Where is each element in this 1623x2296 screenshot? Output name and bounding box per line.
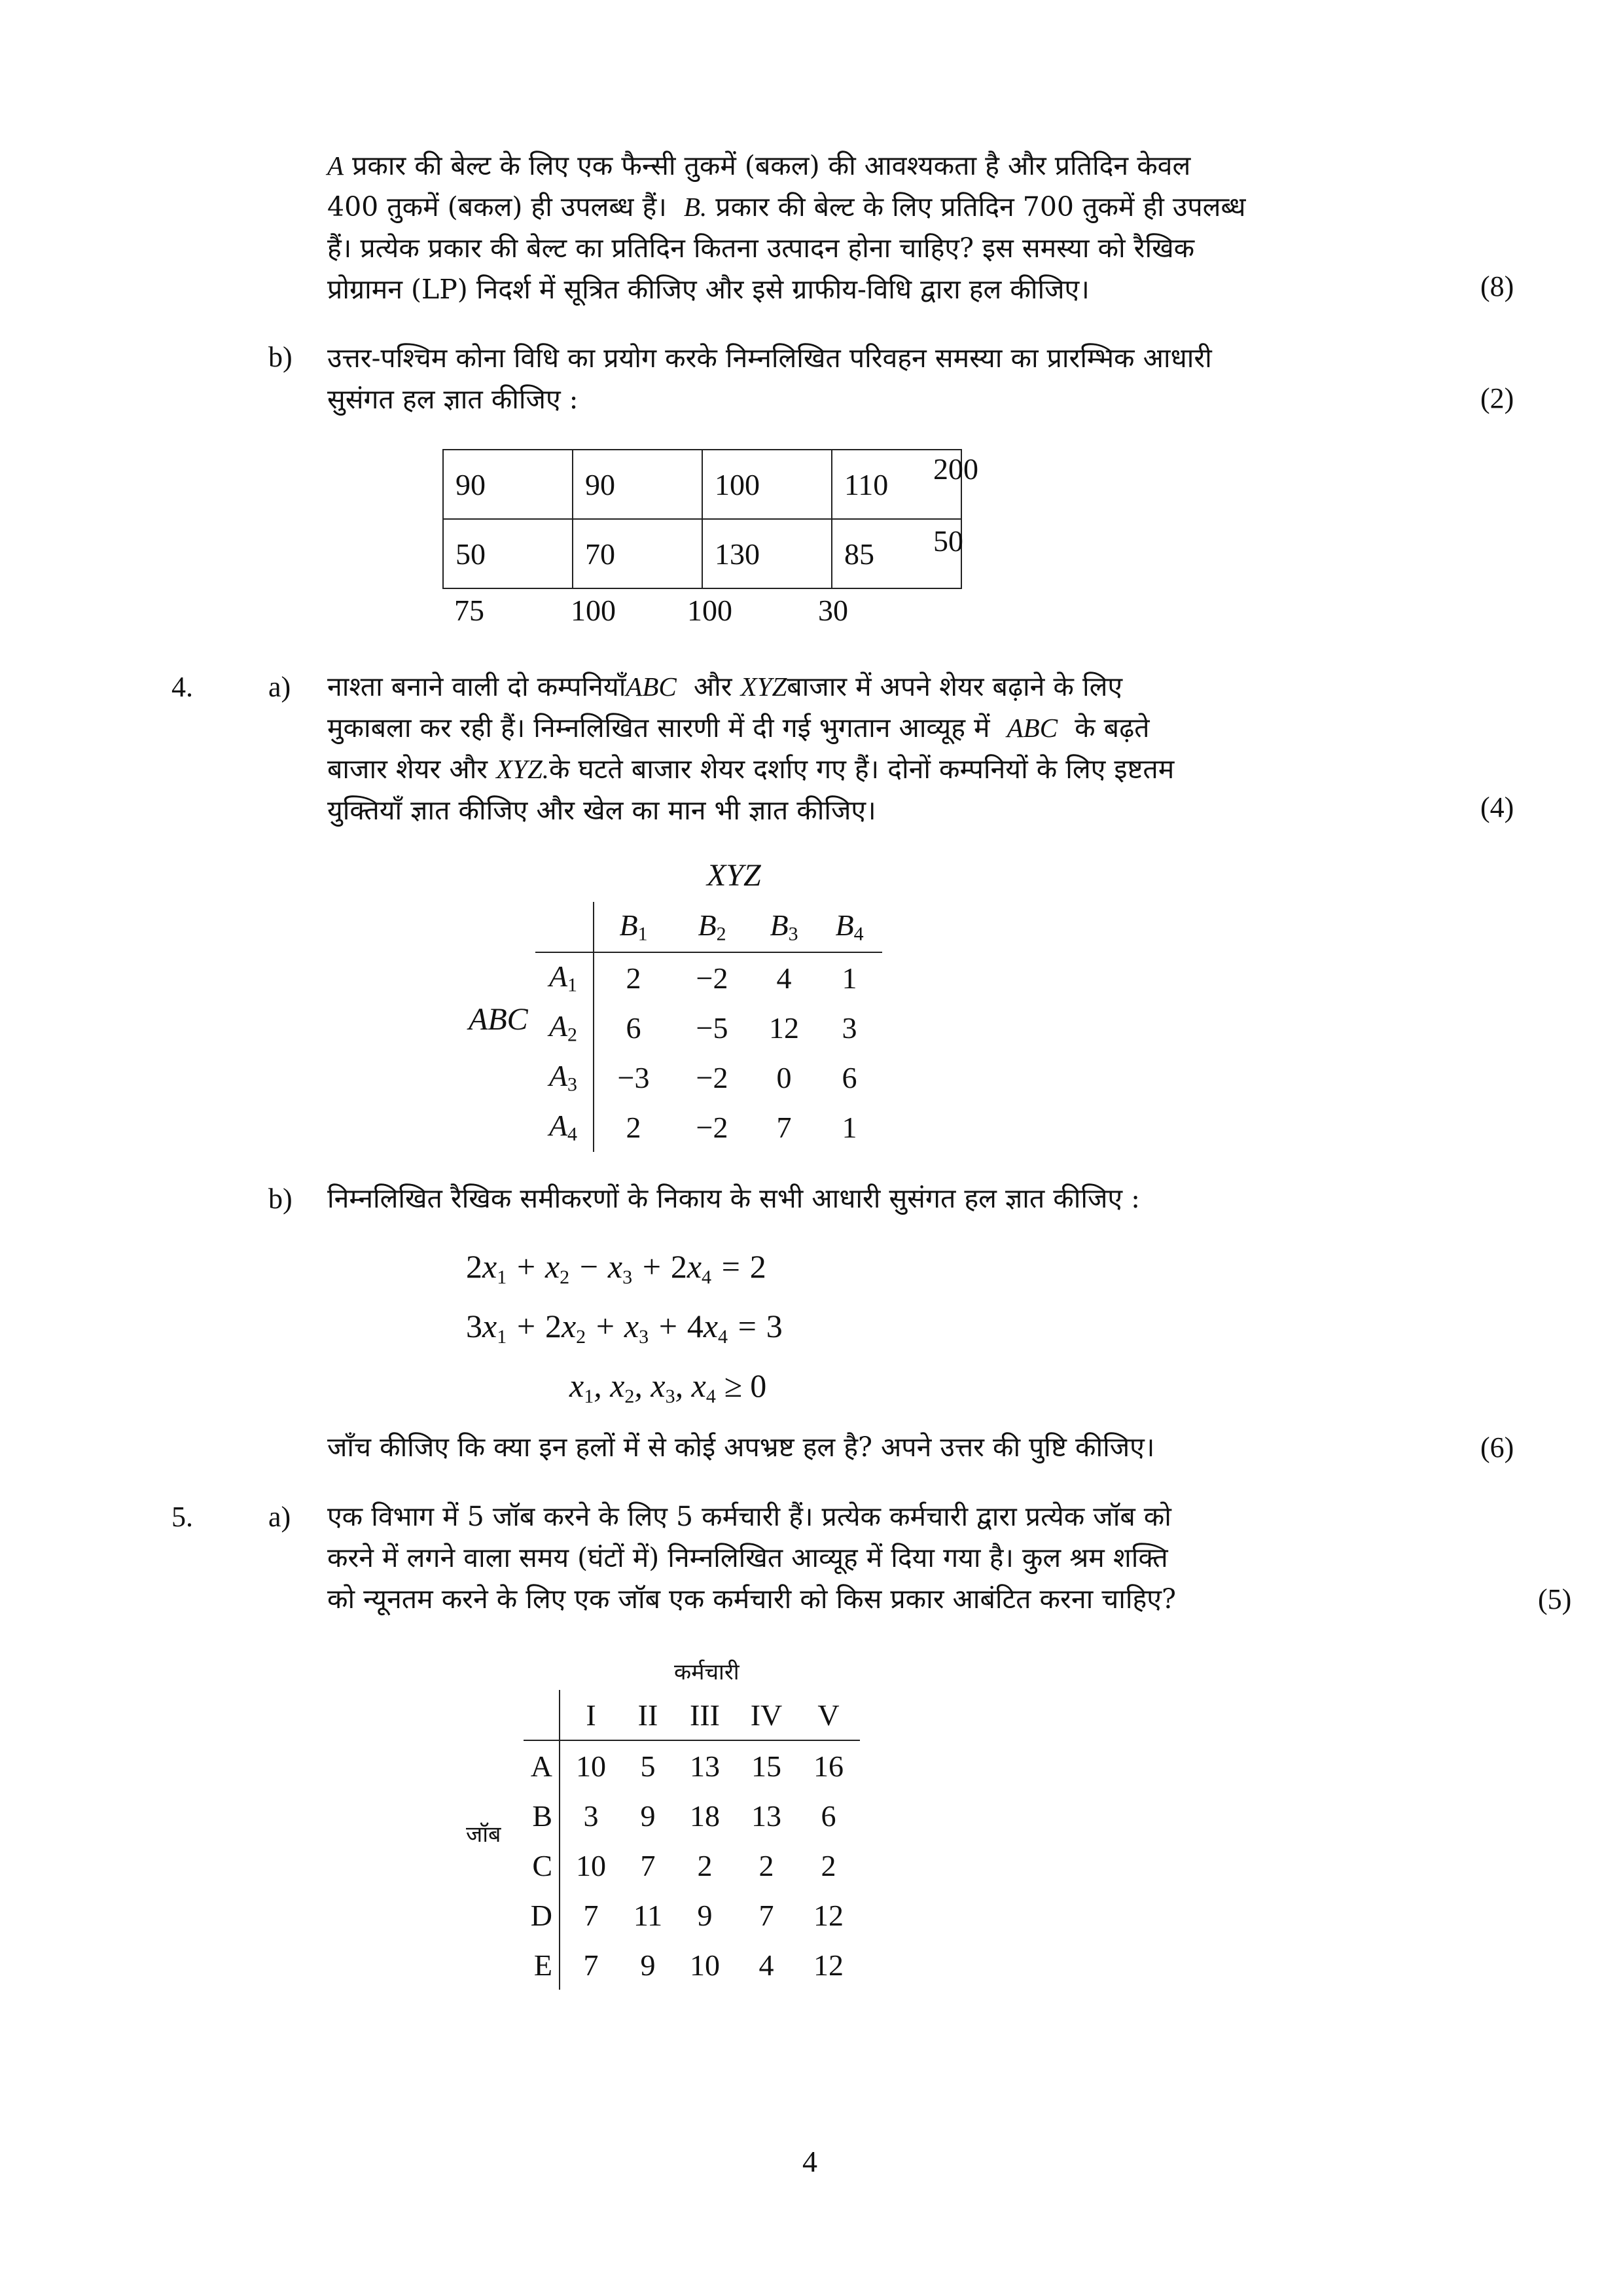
payoff-cell: 0 <box>776 1060 792 1094</box>
assignment-grid <box>524 1690 860 1990</box>
time-cell: 7 <box>583 1898 599 1932</box>
q4b-check-text: जाँच कीजिए कि क्या इन हलों में से कोई अपभ्रष्ट हल है? अपने उत्तर की पुष्टि कीजिए। <box>327 1431 1155 1463</box>
q3b-text: उत्तर-पश्चिम कोना विधि का प्रयोग करके निम्नलिखित परिवहन समस्या का प्रारम्भिक आधारी सुसंगत हल ज्ञात कीजिए : <box>327 342 1212 415</box>
q3b-marks: (2) <box>1480 382 1514 414</box>
col-header: $B_2$ <box>698 908 726 945</box>
var-a: A <box>327 151 344 181</box>
row-header: A <box>524 1740 560 1791</box>
time-cell: 13 <box>690 1749 720 1783</box>
q4a-text: नाश्ता बनाने वाली दो कम्पनियाँABC और XYZबाजार में अपने शेयर बढ़ाने के लिए मुकाबला कर रही हैं। निम्नलिखित सारणी में दी गई भुगतान आव्यूह में ABC के बढ़ते बाजार शेयर और XYZ.के घटते बाजार शेयर दर्शाए गए हैं। दोनों कम्पनियों के लिए इष्टतम युक्तियाँ ज्ञात कीजिए और खेल का मान भी ज्ञात कीजिए। <box>327 671 1175 826</box>
q4-number: 4. <box>171 671 193 703</box>
equation-2: 3x1 + 2x2 + x3 + 4x4 = 3 <box>466 1308 783 1348</box>
demand-value: 75 <box>454 594 484 627</box>
table-row <box>524 1890 860 1940</box>
transport-table <box>442 449 962 589</box>
company-xyz: XYZ <box>740 672 787 702</box>
q3b-label: b) <box>268 341 293 373</box>
row-header: D <box>524 1890 560 1940</box>
q5a-text: एक विभाग में 5 जॉब करने के लिए 5 कर्मचारी हैं। प्रत्येक कर्मचारी द्वारा प्रत्येक जॉब को करने में लगने वाला समय (घंटों में) निम्नलिखित आव्यूह में दिया गया है। कुल श्रम शक्ति को न्यूनतम करने के लिए एक जॉब एक कर्मचारी को किस प्रकार आबंटित करना चाहिए? <box>327 1501 1176 1615</box>
cost-cell: 90 <box>573 450 702 519</box>
payoff-cell: −2 <box>696 1110 728 1144</box>
cost-cell: 130 <box>702 519 832 588</box>
cost-cell: 70 <box>573 519 702 588</box>
row-header: $A_4$ <box>535 1102 594 1152</box>
payoff-grid <box>535 902 882 1152</box>
cost-cell: 85 <box>832 519 961 588</box>
time-cell: 12 <box>813 1898 844 1932</box>
assignment-row-title: जॉब <box>466 1821 501 1848</box>
time-cell: 10 <box>576 1848 606 1882</box>
cost-cell: 90 <box>443 450 573 519</box>
time-cell: 7 <box>583 1948 599 1982</box>
q3a-text: A प्रकार की बेल्ट के लिए एक फैन्सी तुकमें (बकल) की आवश्यकता है और प्रतिदिन केवल 400 तुकमें (बकल) ही उपलब्ध हैं। B. प्रकार की बेल्ट के लिए प्रतिदिन 700 तुकमें ही उपलब्ध हैं। प्रत्येक प्रकार की बेल्ट का प्रतिदिन कितना उत्पादन होना चाहिए? इस समस्या को रैखिक प्रोग्रामन (LP) निदर्श में सूत्रित कीजिए और इसे ग्राफीय-विधि द्वारा हल कीजिए। <box>327 150 1246 305</box>
q5a-label: a) <box>268 1501 291 1533</box>
payoff-cell: 1 <box>842 961 857 995</box>
col-header: IV <box>750 1698 783 1732</box>
demand-value: 30 <box>818 594 848 627</box>
equation-system <box>466 1242 783 1421</box>
row-header: $A_3$ <box>535 1052 594 1102</box>
demand-value: 100 <box>687 594 732 627</box>
page-number: 4 <box>802 2145 817 2178</box>
supply-value: 50 <box>933 524 963 558</box>
time-cell: 2 <box>697 1848 713 1882</box>
payoff-cell: 12 <box>769 1011 799 1045</box>
table-row <box>524 1791 860 1840</box>
equation-1: 2x1 + x2 − x3 + 2x4 = 2 <box>466 1248 766 1288</box>
time-cell: 9 <box>640 1948 656 1982</box>
time-cell: 7 <box>758 1898 774 1932</box>
time-cell: 13 <box>751 1799 781 1833</box>
payoff-cell: 2 <box>626 961 641 995</box>
matrix-row-player: ABC <box>469 1002 528 1037</box>
time-cell: 2 <box>821 1848 836 1882</box>
q4a-label: a) <box>268 671 291 703</box>
assignment-col-title: कर्मचारी <box>674 1659 740 1685</box>
cost-cell: 100 <box>702 450 832 519</box>
table-row <box>443 519 961 588</box>
time-cell: 11 <box>633 1898 663 1932</box>
payoff-cell: −2 <box>696 961 728 995</box>
payoff-cell: −2 <box>696 1060 728 1094</box>
payoff-cell: 6 <box>842 1060 857 1094</box>
col-header: II <box>637 1698 658 1732</box>
table-row <box>524 1840 860 1890</box>
time-cell: 18 <box>690 1799 720 1833</box>
assignment-matrix <box>524 1690 860 1990</box>
table-row <box>535 1102 882 1152</box>
payoff-cell: 7 <box>776 1110 792 1144</box>
cost-cell: 50 <box>443 519 573 588</box>
supply-value: 200 <box>933 452 978 486</box>
var-b: B. <box>683 192 707 222</box>
col-header: $B_3$ <box>770 908 798 945</box>
payoff-cell: 2 <box>626 1110 641 1144</box>
col-header: $B_4$ <box>835 908 864 945</box>
row-header: $A_2$ <box>535 1003 594 1052</box>
q4b-text: निम्नलिखित रैखिक समीकरणों के निकाय के सभी आधारी सुसंगत हल ज्ञात कीजिए : <box>327 1183 1140 1214</box>
payoff-cell: 1 <box>842 1110 857 1144</box>
time-cell: 9 <box>640 1799 656 1833</box>
payoff-matrix <box>535 902 882 1152</box>
col-header: V <box>817 1698 840 1732</box>
time-cell: 3 <box>583 1799 599 1833</box>
time-cell: 12 <box>813 1948 844 1982</box>
q4b-label: b) <box>268 1183 293 1215</box>
company-abc: ABC <box>626 672 677 702</box>
row-header: B <box>524 1791 560 1840</box>
payoff-cell: 6 <box>626 1011 641 1045</box>
table-row <box>524 1740 860 1791</box>
q4a-marks: (4) <box>1480 791 1514 823</box>
row-header: C <box>524 1840 560 1890</box>
time-cell: 6 <box>821 1799 836 1833</box>
time-cell: 15 <box>751 1749 781 1783</box>
table-row <box>535 1003 882 1052</box>
q3a-marks: (8) <box>1480 270 1514 302</box>
time-cell: 9 <box>697 1898 713 1932</box>
time-cell: 5 <box>640 1749 656 1783</box>
payoff-cell: 3 <box>842 1011 857 1045</box>
time-cell: 10 <box>576 1749 606 1783</box>
time-cell: 16 <box>813 1749 844 1783</box>
table-row <box>524 1690 860 1740</box>
equation-3: x1, x2, x3, x4 ≥ 0 <box>569 1367 767 1407</box>
matrix-col-player: XYZ <box>707 858 761 893</box>
table-row <box>535 902 882 952</box>
payoff-cell: −5 <box>696 1011 728 1045</box>
q5a-marks: (5) <box>1538 1583 1572 1615</box>
table-row <box>443 450 961 519</box>
table-row <box>524 1940 860 1990</box>
row-header: E <box>524 1940 560 1990</box>
row-header: $A_1$ <box>535 952 594 1003</box>
time-cell: 10 <box>690 1948 720 1982</box>
cost-cell: 110 <box>832 450 961 519</box>
col-header: III <box>690 1698 720 1732</box>
time-cell: 7 <box>640 1848 656 1882</box>
table-row <box>535 952 882 1003</box>
col-header: I <box>586 1698 596 1732</box>
col-header: $B_1$ <box>619 908 648 945</box>
q4b-marks: (6) <box>1480 1431 1514 1463</box>
time-cell: 4 <box>758 1948 774 1982</box>
time-cell: 2 <box>758 1848 774 1882</box>
payoff-cell: −3 <box>617 1060 650 1094</box>
q5-number: 5. <box>171 1501 193 1533</box>
table-row <box>535 1052 882 1102</box>
payoff-cell: 4 <box>776 961 792 995</box>
transport-grid <box>442 449 962 589</box>
demand-value: 100 <box>571 594 616 627</box>
